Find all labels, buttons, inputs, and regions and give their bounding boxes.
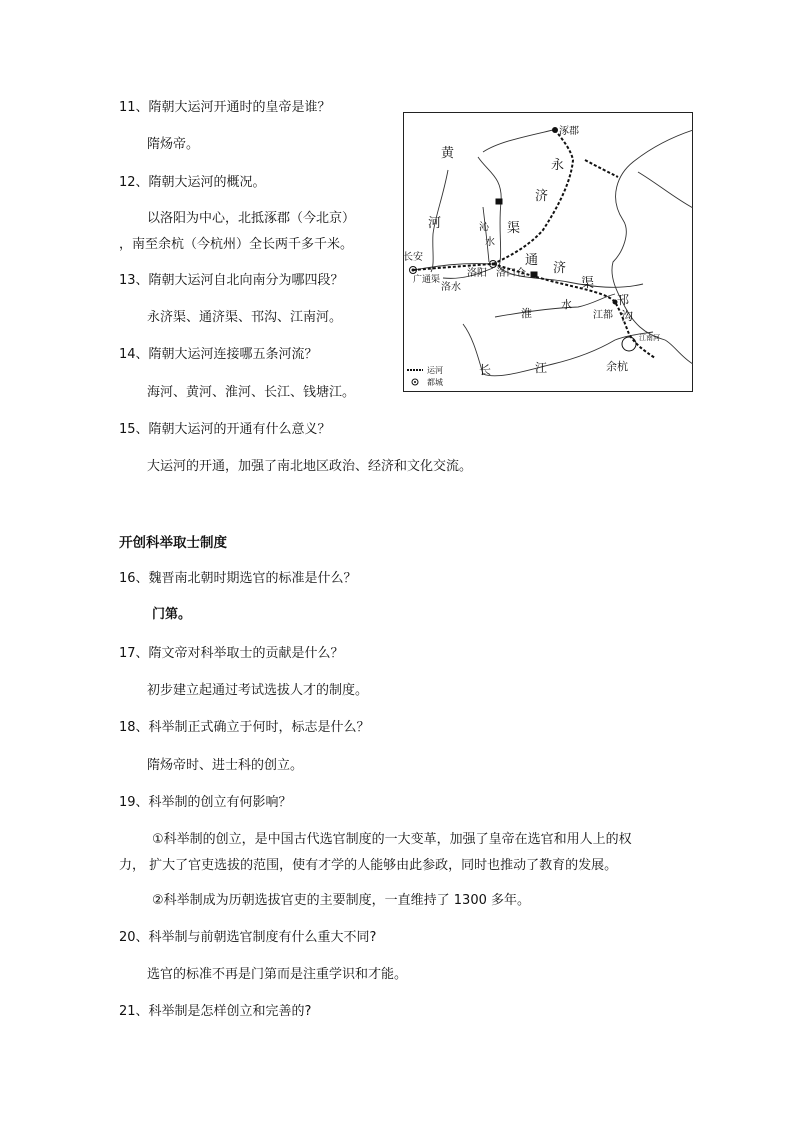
question-19: 19、科举制的创立有何影响？: [119, 795, 292, 810]
question-18: 18、科举制正式确立于何时，标志是什么？: [119, 720, 370, 735]
question-16: 16、魏晋南北朝时期选官的标准是什么？: [119, 571, 357, 586]
label-changan: 长安: [403, 252, 423, 263]
label-shui2: 水: [561, 298, 572, 311]
label-jiang: 江: [535, 361, 548, 375]
label-huai: 淮: [521, 307, 532, 320]
label-yong: 永: [551, 158, 565, 173]
label-shui1: 水: [485, 237, 495, 248]
grand-canal-map: [403, 112, 693, 392]
legend-canal-label: 运河: [427, 366, 443, 375]
question-15: 15、隋朝大运河的开通有什么意义？: [119, 422, 331, 437]
question-12: 12、隋朝大运河的概况。: [119, 175, 266, 190]
label-yuhang: 余杭: [606, 360, 628, 373]
answer-19-p2: ②科举制成为历朝选拔官吏的主要制度，一直维持了 1300 多年。: [152, 893, 531, 908]
answer-11: 隋炀帝。: [147, 137, 200, 152]
question-17: 17、隋文帝对科举取士的贡献是什么？: [119, 646, 344, 661]
label-jiangnanhe: 江南河: [639, 334, 660, 342]
label-jiangdu: 江都: [593, 310, 613, 321]
question-11: 11、隋朝大运河开通时的皇帝是谁？: [119, 100, 331, 115]
answer-19-p1-line2: 力， 扩大了官吏选拔的范围，使有才学的人能够由此参政，同时也推动了教育的发展。: [119, 858, 618, 873]
label-guangtongqu: 广通渠: [413, 275, 441, 285]
label-luokoucang: 洛口仓: [496, 268, 526, 279]
section-heading-keju: 开创科举取士制度: [119, 535, 227, 551]
label-qu1: 渠: [507, 221, 521, 236]
label-he: 河: [428, 216, 442, 231]
label-ji1: 济: [535, 189, 549, 204]
legend-capital-label: 都城: [427, 378, 443, 387]
answer-20: 选官的标准不再是门第而是注重学识和才能。: [147, 967, 408, 982]
label-han: 邗: [617, 293, 630, 307]
label-gou: 沟: [621, 309, 634, 323]
question-21: 21、科举制是怎样创立和完善的?: [119, 1004, 312, 1019]
answer-16: 门第。: [152, 607, 192, 622]
label-qu2: 渠: [581, 276, 595, 291]
label-zhuojun: 涿郡: [559, 126, 579, 137]
question-20: 20、科举制与前朝选官制度有什么重大不同?: [119, 930, 377, 945]
answer-12-line2: ，南至余杭（今杭州）全长两千多千米。: [119, 237, 354, 252]
label-chang: 长: [479, 363, 492, 377]
answer-13: 永济渠、通济渠、邗沟、江南河。: [147, 310, 343, 325]
answer-17: 初步建立起通过考试选拔人才的制度。: [147, 683, 369, 698]
label-tong: 通: [525, 253, 539, 268]
label-huang: 黄: [441, 146, 455, 161]
answer-14: 海河、黄河、淮河、长江、钱塘江。: [147, 385, 356, 400]
answer-18: 隋炀帝时、进士科的创立。: [147, 758, 304, 773]
label-luoshui: 洛水: [441, 282, 461, 293]
answer-15: 大运河的开通，加强了南北地区政治、经济和文化交流。: [147, 459, 473, 474]
question-14: 14、隋朝大运河连接哪五条河流？: [119, 347, 318, 362]
label-qin: 沁: [479, 222, 489, 233]
label-ji2: 济: [553, 261, 567, 276]
label-luoyang: 洛阳: [467, 268, 487, 279]
answer-12-line1: 以洛阳为中心，北抵涿郡（今北京）: [147, 211, 356, 226]
answer-19-p1-line1: ①科举制的创立，是中国古代选官制度的一大变革，加强了皇帝在选官和用人上的权: [152, 832, 632, 847]
question-13: 13、隋朝大运河自北向南分为哪四段？: [119, 273, 344, 288]
